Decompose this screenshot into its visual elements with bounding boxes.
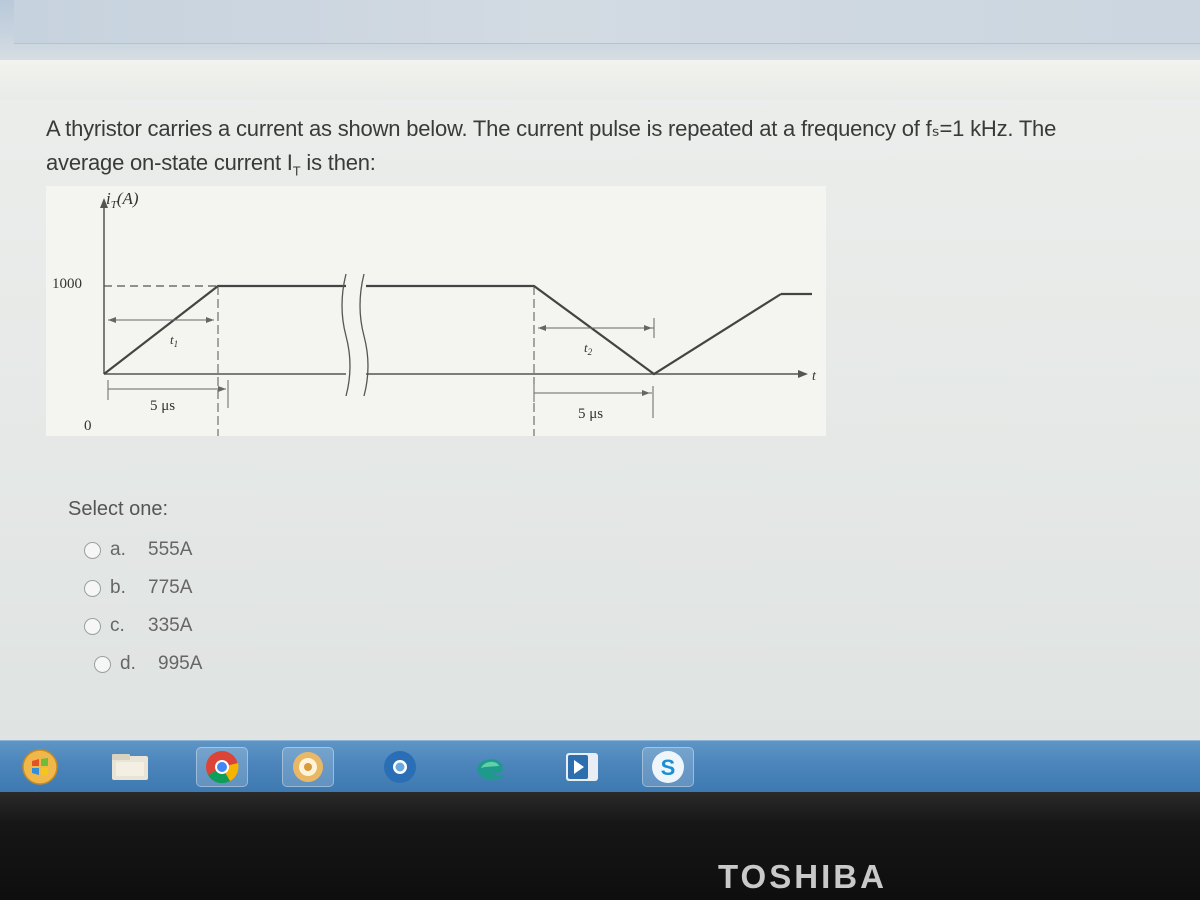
question-text [46,112,1176,188]
option-c-value: 335A [148,615,193,636]
brand-logo: TOSHIBA [718,858,887,895]
page-header-shade [0,60,1200,100]
radio-option-a[interactable] [84,542,101,559]
chrome-canary-icon[interactable] [374,747,426,787]
t1-arrow-left [108,317,116,323]
t2-arrow-left [538,325,546,331]
t2-arrow-right [644,325,652,331]
t1-label: $t_1$ [170,332,179,349]
y-axis-label: $i_T(A)$ [106,189,139,211]
x-axis-label: t [812,369,816,384]
waveform-svg [46,186,826,436]
t2-label: $t_2$ [584,340,593,357]
radio-option-c[interactable] [84,618,101,635]
radio-option-d[interactable] [94,656,111,673]
question-line-2: average on-state current $I_T$ is then: [46,150,376,179]
rise-dim-arrow [218,386,226,392]
option-b[interactable] [84,574,304,602]
browser-toolbar [14,0,1200,44]
waveform-fall [366,286,781,374]
edge-icon[interactable] [464,747,516,787]
rise-duration-label: 5 μs [150,398,176,414]
t1-arrow-right [206,317,214,323]
option-d-value: 995A [158,653,203,674]
radio-option-b[interactable] [84,580,101,597]
option-a[interactable] [84,536,304,564]
fall-duration-label: 5 μs [578,406,604,422]
y-tick-1000: 1000 [52,276,82,292]
option-c-letter: c. [110,615,125,636]
option-b-value: 775A [148,577,193,598]
axis-break-left [342,274,350,396]
quiz-page [0,60,1200,740]
x-axis-arrow [798,370,808,378]
axis-break-right [360,274,368,396]
option-b-letter: b. [110,577,126,598]
taskbar [0,740,1200,792]
fall-dim-arrow [642,390,650,396]
settings-gear-icon[interactable] [282,747,334,787]
option-a-letter: a. [110,539,126,560]
media-player-icon[interactable] [556,747,608,787]
chrome-icon[interactable] [196,747,248,787]
question-line-1: A thyristor carries a current as shown below. The current pulse is repeated at a frequency of fₛ=1 kHz. The [46,116,1057,141]
y-tick-0: 0 [84,418,92,434]
option-c[interactable] [84,612,304,640]
current-waveform-figure [46,186,826,436]
start-orb-icon[interactable] [14,747,66,787]
skype-icon[interactable] [642,747,694,787]
option-a-value: 555A [148,539,193,560]
select-one-label: Select one: [68,498,169,520]
file-explorer-icon[interactable] [104,747,156,787]
laptop-bezel [0,792,1200,900]
option-d[interactable] [94,650,314,678]
svg-text:S: S [660,755,676,780]
option-d-letter: d. [120,653,136,674]
browser-top-strip [0,0,1200,60]
waveform-rise [104,286,346,374]
